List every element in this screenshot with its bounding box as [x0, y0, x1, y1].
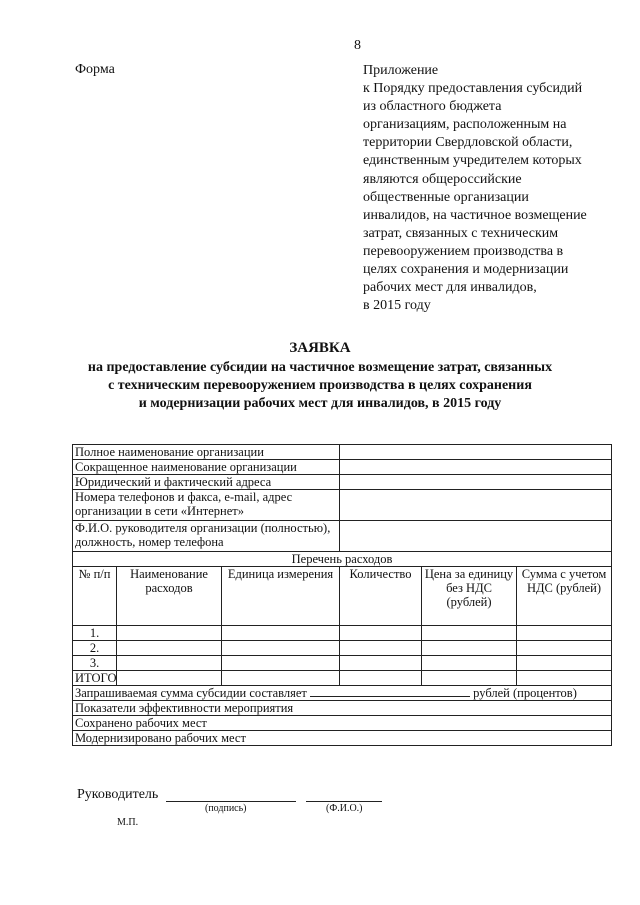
- document-title: ЗАЯВКА: [289, 340, 351, 356]
- org-contacts-label: Номера телефонов и факса, e-mail, адрес организации в сети «Интернет»: [73, 490, 340, 521]
- stamp-place-label: М.П.: [117, 817, 139, 828]
- org-head-label: Ф.И.О. руководителя организации (полностью), должность, номер телефона: [73, 521, 340, 552]
- full-name-caption: (Ф.И.О.): [326, 803, 363, 814]
- requested-amount-row[interactable]: [73, 686, 612, 701]
- appendix-line: организациям, расположенным на: [363, 117, 567, 133]
- appendix-line: к Порядку предоставления субсидий: [363, 81, 583, 97]
- org-address-field[interactable]: [340, 475, 612, 490]
- expense-qty-cell[interactable]: [340, 641, 422, 656]
- expense-sum-cell[interactable]: [517, 626, 612, 641]
- expenses-header: Перечень расходов: [73, 552, 612, 567]
- signature-line[interactable]: [166, 801, 296, 802]
- expense-name-cell[interactable]: [117, 641, 222, 656]
- appendix-line: из областного бюджета: [363, 99, 502, 115]
- application-form-table: [72, 444, 612, 746]
- org-short-name-label: Сокращенное наименование организации: [73, 460, 340, 475]
- subtitle-line: на предоставление субсидии на частичное возмещение затрат, связанных: [87, 360, 553, 375]
- appendix-line: являются общероссийские: [363, 171, 522, 187]
- row-number: 1.: [73, 626, 117, 641]
- signature-caption: (подпись): [205, 803, 247, 814]
- appendix-line: затрат, связанных с техническим: [363, 225, 559, 241]
- expense-unit-cell[interactable]: [222, 641, 340, 656]
- appendix-line: общественные организации: [363, 189, 529, 205]
- table-row: [73, 641, 612, 656]
- col-unit-header: Единица измерения: [222, 567, 340, 626]
- document-subtitle: [0, 359, 640, 413]
- org-address-label: Юридический и фактический адреса: [73, 475, 340, 490]
- expense-unit-cell[interactable]: [222, 656, 340, 671]
- requested-amount-label: Запрашиваемая сумма субсидии составляет: [75, 686, 307, 700]
- col-num-header: № п/п: [73, 567, 117, 626]
- expense-name-cell[interactable]: [117, 656, 222, 671]
- form-label: Форма: [75, 62, 115, 77]
- expense-price-cell[interactable]: [422, 626, 517, 641]
- expense-sum-cell[interactable]: [517, 656, 612, 671]
- expense-price-cell[interactable]: [422, 656, 517, 671]
- expense-qty-cell[interactable]: [340, 656, 422, 671]
- saved-jobs-label: Сохранено рабочих мест: [73, 716, 612, 731]
- col-qty-header: Количество: [340, 567, 422, 626]
- appendix-line: единственным учредителем которых: [363, 153, 582, 169]
- total-label: ИТОГО: [73, 671, 117, 686]
- org-full-name-label: Полное наименование организации: [73, 445, 340, 460]
- appendix-line: рабочих мест для инвалидов,: [363, 280, 537, 296]
- requested-amount-suffix: рублей (процентов): [473, 686, 577, 700]
- subtitle-line: с техническим перевооружением производства в целях сохранения: [108, 378, 532, 393]
- appendix-line: целях сохранения и модернизации: [363, 262, 569, 278]
- appendix-line: инвалидов, на частичное возмещение: [363, 207, 587, 223]
- appendix-line: в 2015 году: [363, 298, 431, 314]
- signature-label: Руководитель: [77, 787, 159, 802]
- org-short-name-field[interactable]: [340, 460, 612, 475]
- total-name-cell: [117, 671, 222, 686]
- org-head-field[interactable]: [340, 521, 612, 552]
- row-number: 3.: [73, 656, 117, 671]
- org-full-name-field[interactable]: [340, 445, 612, 460]
- row-number: 2.: [73, 641, 117, 656]
- total-price-cell: [422, 671, 517, 686]
- expense-qty-cell[interactable]: [340, 626, 422, 641]
- total-sum-cell[interactable]: [517, 671, 612, 686]
- org-contacts-field[interactable]: [340, 490, 612, 521]
- appendix-block: [363, 62, 623, 315]
- total-qty-cell: [340, 671, 422, 686]
- full-name-line[interactable]: [306, 801, 382, 802]
- subtitle-line: и модернизации рабочих мест для инвалидов, в 2015 году: [138, 396, 502, 411]
- total-unit-cell: [222, 671, 340, 686]
- page-number: 8: [354, 38, 361, 53]
- expense-unit-cell[interactable]: [222, 626, 340, 641]
- requested-amount-line[interactable]: [310, 686, 470, 697]
- appendix-line: перевооружением производства в: [363, 243, 564, 259]
- modernized-jobs-label: Модернизировано рабочих мест: [73, 731, 612, 746]
- efficiency-label: Показатели эффективности мероприятия: [73, 701, 612, 716]
- expense-price-cell[interactable]: [422, 641, 517, 656]
- table-row: [73, 656, 612, 671]
- appendix-line: Приложение: [363, 63, 439, 78]
- col-sum-header: Сумма с учетом НДС (рублей): [517, 567, 612, 626]
- col-name-header: Наименование расходов: [117, 567, 222, 626]
- expense-sum-cell[interactable]: [517, 641, 612, 656]
- expense-name-cell[interactable]: [117, 626, 222, 641]
- appendix-line: территории Свердловской области,: [363, 135, 573, 151]
- col-price-header: Цена за единицу без НДС (рублей): [422, 567, 517, 626]
- table-row: [73, 626, 612, 641]
